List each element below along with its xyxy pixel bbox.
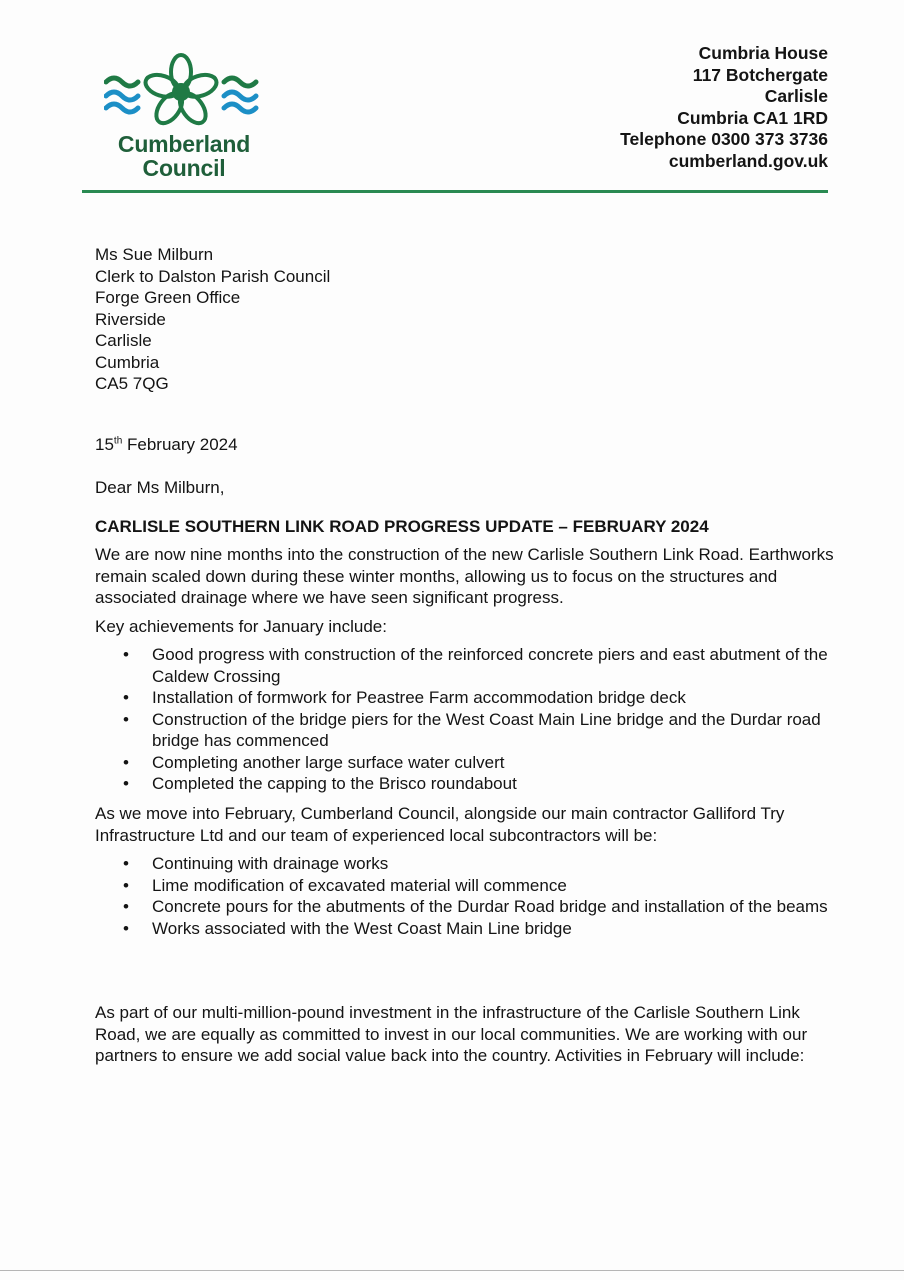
- recipient-postcode: CA5 7QG: [95, 374, 169, 393]
- list-item-text: Works associated with the West Coast Main Line bridge: [152, 918, 572, 938]
- page-edge: [0, 1270, 904, 1271]
- february-intro: As we move into February, Cumberland Council, alongside our main contractor Galliford Try Infrastructure Ltd and our team of experienced local subcontractors will be:: [95, 804, 785, 845]
- list-item-text: Good progress with construction of the reinforced concrete piers and east abutment of the Caldew Crossing: [152, 645, 828, 686]
- telephone: Telephone 0300 373 3736: [620, 129, 828, 149]
- bullet-icon: •: [123, 897, 129, 916]
- list-item-text: Construction of the bridge piers for the West Coast Main Line bridge and the Durdar road bridge has commenced: [152, 709, 821, 750]
- bullet-icon: •: [123, 709, 129, 729]
- intro-paragraph: We are now nine months into the construction of the new Carlisle Southern Link Road. Earthworks remain scaled down during these winter months, allowing us to focus on the structures and associated drainage where we have seen significant progress.: [95, 545, 834, 607]
- council-name-line1: Cumberland: [117, 131, 251, 157]
- list-item-text: Installation of formwork for Peastree Farm accommodation bridge deck: [152, 688, 686, 707]
- recipient-line: Carlisle: [95, 331, 152, 350]
- achievements-heading: Key achievements for January include:: [95, 617, 387, 636]
- list-item: [123, 687, 835, 709]
- bullet-icon: •: [123, 645, 129, 664]
- list-item-text: Completing another large surface water culvert: [152, 752, 505, 772]
- recipient-line: Riverside: [95, 309, 166, 329]
- bullet-icon: •: [123, 774, 129, 793]
- list-item: [123, 644, 835, 687]
- recipient-line: Cumbria: [95, 352, 160, 372]
- sender-address: [620, 43, 828, 172]
- february-list: [123, 853, 835, 939]
- recipient-line: Forge Green Office: [95, 288, 241, 307]
- list-item: [123, 773, 835, 795]
- list-item-text: Completed the capping to the Brisco roundabout: [152, 774, 517, 793]
- address-line: Cumbria CA1 1RD: [677, 107, 828, 128]
- address-line: Carlisle: [764, 86, 828, 106]
- achievements-list: [123, 644, 835, 795]
- list-item: [123, 709, 835, 752]
- list-item: [123, 875, 835, 897]
- recipient-name: Ms Sue Milburn: [95, 245, 214, 264]
- flower-waves-icon: [104, 50, 259, 132]
- list-item-text: Continuing with drainage works: [152, 854, 389, 873]
- address-line: Cumbria House: [698, 43, 828, 63]
- list-item: [123, 853, 835, 875]
- list-item: [123, 918, 835, 940]
- header-divider: [82, 190, 828, 193]
- letter-date: [95, 434, 238, 456]
- date-suffix: th: [113, 435, 123, 447]
- website: cumberland.gov.uk: [668, 150, 828, 171]
- bullet-icon: •: [123, 854, 129, 873]
- bullet-icon: •: [123, 875, 129, 895]
- bullet-icon: •: [123, 918, 129, 938]
- council-name: [104, 132, 264, 180]
- date-day: 15: [95, 435, 114, 454]
- subject-line: CARLISLE SOUTHERN LINK ROAD PROGRESS UPDATE – FEBRUARY 2024: [95, 517, 709, 536]
- salutation: Dear Ms Milburn,: [95, 478, 225, 497]
- council-name-line2: Council: [142, 155, 226, 181]
- bullet-icon: •: [123, 752, 129, 772]
- bullet-icon: •: [123, 688, 129, 707]
- recipient-address: [95, 244, 330, 395]
- list-item-text: Concrete pours for the abutments of the Durdar Road bridge and installation of the beams: [152, 897, 828, 916]
- list-item-text: Lime modification of excavated material will commence: [152, 875, 567, 895]
- social-value-paragraph: As part of our multi-million-pound investment in the infrastructure of the Carlisle Southern Link Road, we are equally as committed to invest in our local communities. We are working with our partners to ensure we add social value back into the country. Activities in February will include:: [95, 1003, 808, 1065]
- list-item: [123, 752, 835, 774]
- recipient-role: Clerk to Dalston Parish Council: [95, 266, 331, 286]
- date-rest: February 2024: [122, 435, 238, 454]
- council-logo: [104, 50, 264, 181]
- list-item: [123, 896, 835, 918]
- address-line: 117 Botchergate: [692, 64, 828, 85]
